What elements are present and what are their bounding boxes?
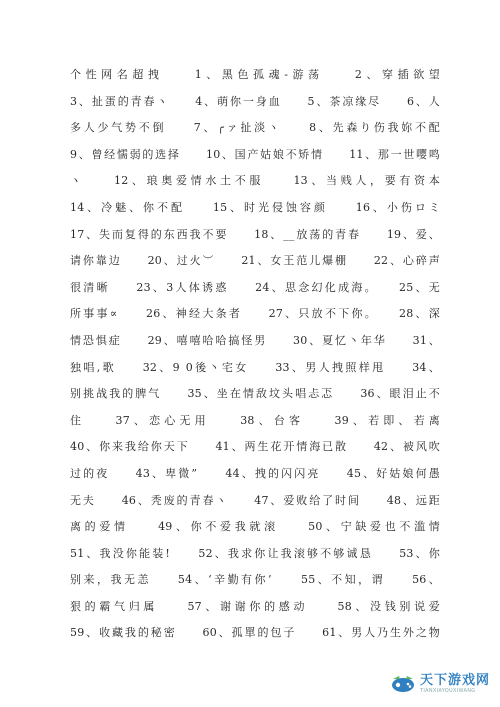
- text-line: 51、我没你能装! 52、我求你让我滚够不够诚恳 53、你: [70, 546, 440, 560]
- text-line: 17、失而复得的东西我不要 18、__放荡的青春 19、爱、: [70, 227, 440, 241]
- text-line: 多人少气势不倒 7、╭ァ扯淡ヽ 8、先森り伤我妳不配: [70, 121, 440, 135]
- text-line: 59、收藏我的秘密 60、孤單的包子 61、男人乃生外之物: [70, 626, 440, 640]
- text-line: 情恐惧症 29、嘻嘻哈哈搞怪男 30、夏忆丶年华 31、: [70, 333, 440, 347]
- text-line: 14、冷魅、你不配 15、时光侵蚀容颜 16、小伤ロミ: [70, 200, 440, 214]
- text-line: 离的爱情 49、你不爱我就滚 50、宁缺爱也不滥情: [70, 520, 440, 534]
- site-watermark: [390, 669, 490, 699]
- text-line: 所事事∝ 26、神经大条者 27、只放不下你。 28、深: [70, 307, 440, 321]
- game-controller-logo-icon: [390, 673, 416, 695]
- nickname-list-text: [70, 62, 440, 647]
- text-line: 别来，我无恙 54、‘辛勤有你’ 55、不知，谓 56、: [70, 573, 440, 587]
- text-line: 40、你来我给你天下 41、两生花开情海已散 42、被风吹: [70, 440, 440, 454]
- text-line: 狠的霸气归属 57、谢谢你的感动 58、没钱别说爱: [70, 599, 440, 613]
- text-line: 个性网名超拽 1、黑色孤魂-游荡 2、穿插欲望: [70, 68, 440, 81]
- text-line: ヽ 12、琅奥爱情水土不服 13、当贱人，要有资本: [70, 174, 440, 188]
- text-line: 过的夜 43、卑微” 44、拽的闪闪亮 45、好姑娘何愚: [70, 466, 440, 480]
- watermark-title: 天下游戏网: [420, 673, 491, 688]
- text-line: 很清晰 23、3人体诱惑 24、思念幻化成海。 25、无: [70, 280, 440, 294]
- text-line: 3、扯蛋的青春ヽ 4、萌你一身血 5、茶凉缘尽 6、人: [70, 94, 440, 108]
- text-line: 住 37、恋心无用 38、台客 39、若即、若离: [70, 413, 440, 427]
- text-line: 别挑战我的脾气 35、坐在情敌坟头唱忐忑 36、眼泪止不: [70, 387, 440, 401]
- text-line: 请你靠边 20、过火︶ 21、女王范儿爆棚 22、心碎声: [70, 254, 440, 268]
- watermark-subtitle: TIANXIAYOUXIWANG: [420, 688, 476, 694]
- text-line: 9、曾经懦弱的选择 10、国产姑娘不矫情 11、那一世嘤鸣: [70, 147, 440, 161]
- text-line: 无夫 46、秃废的青春ヽ 47、爱败给了时间 48、远距: [70, 493, 440, 507]
- text-line: 独唱,歌 32、9 0後丶宅女 33、男人拽照样甩 34、: [70, 360, 440, 374]
